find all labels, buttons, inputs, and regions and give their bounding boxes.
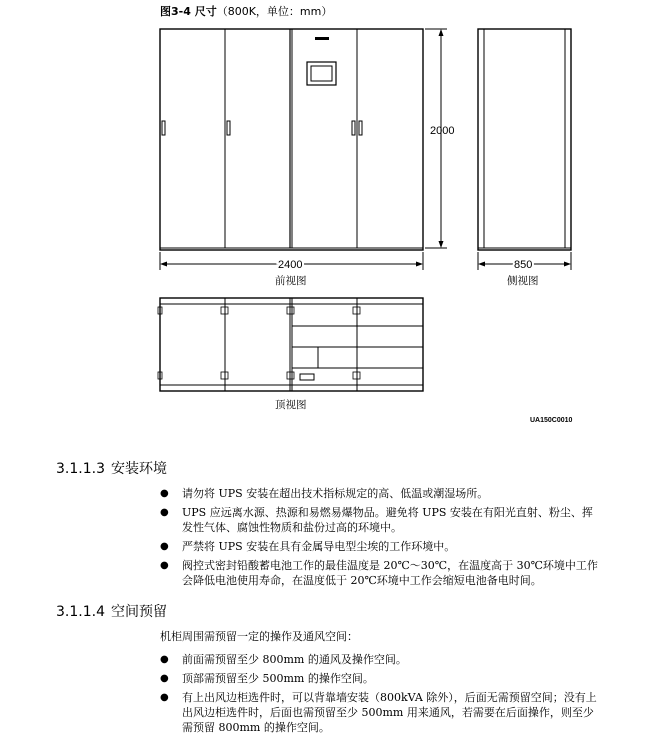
caption-rest: （800K，单位：mm） [216, 5, 333, 18]
caption-label: 图3-4 [160, 5, 191, 18]
install-list [160, 486, 600, 592]
list-item: ● 严禁将 UPS 安装在具有金属导电型尘埃的工作环境中。 [160, 540, 456, 553]
caption-title: 尺寸 [194, 5, 217, 18]
section-heading-space [56, 601, 167, 621]
bullet-icon: ● [160, 673, 169, 684]
depth-dimension-label: 850 [514, 259, 533, 271]
door-handle [162, 121, 165, 135]
side-view [478, 29, 571, 270]
bullet-icon: ● [160, 488, 169, 499]
bullet-icon: ● [160, 507, 169, 518]
top-view [158, 298, 423, 391]
door-handle [352, 121, 355, 135]
space-list [160, 652, 600, 739]
section-title: 安装环境 [110, 461, 167, 477]
bullet-icon: ● [160, 692, 169, 703]
side-view-label: 侧视图 [507, 275, 539, 287]
list-item: ● 有上出风边柜选件时，可以背靠墙安装（800kVA 除外），后面无需预留空间；没有上出风边柜选件时，后面也需预留至少 500mm 用来通风，若需要在后面操作，则至少需预留 800mm 的操作空间。 [160, 691, 597, 734]
list-item: ● 前面需预留至少 800mm 的通风及操作空间。 [160, 653, 407, 666]
door-handle [227, 121, 230, 135]
bullet-icon: ● [160, 541, 169, 552]
list-item: ● 请勿将 UPS 安装在超出技术指标规定的高、低温或潮湿场所。 [160, 487, 489, 500]
section-number: 3.1.1.3 [56, 461, 105, 477]
height-dimension-label: 2000 [430, 125, 455, 137]
list-item: ● UPS 应远离水源、热源和易燃易爆物品。避免将 UPS 安装在有阳光直射、粉尘、挥发性气体、腐蚀性物质和盐份过高的环境中。 [160, 506, 593, 534]
figure-code: UA150C0010 [530, 417, 573, 424]
bullet-icon: ● [160, 654, 169, 665]
bullet-icon: ● [160, 560, 169, 571]
width-dimension-label: 2400 [278, 259, 303, 271]
front-view [160, 29, 447, 270]
list-item: ● 阀控式密封铅酸蓄电池工作的最佳温度是 20℃～30℃，在温度高于 30℃环境中工作会降低电池使用寿命，在温度低于 20℃环境中工作会缩短电池备电时间。 [160, 559, 598, 587]
section-number: 3.1.1.4 [56, 604, 105, 620]
door-handle [359, 121, 362, 135]
section-heading-install [56, 458, 167, 478]
list-item: ● 顶部需预留至少 500mm 的操作空间。 [160, 672, 374, 685]
front-view-label: 前视图 [275, 275, 307, 287]
top-view-label: 顶视图 [275, 399, 307, 411]
space-intro: 机柜周围需预留一定的操作及通风空间： [160, 630, 358, 643]
section-title: 空间预留 [110, 604, 167, 620]
